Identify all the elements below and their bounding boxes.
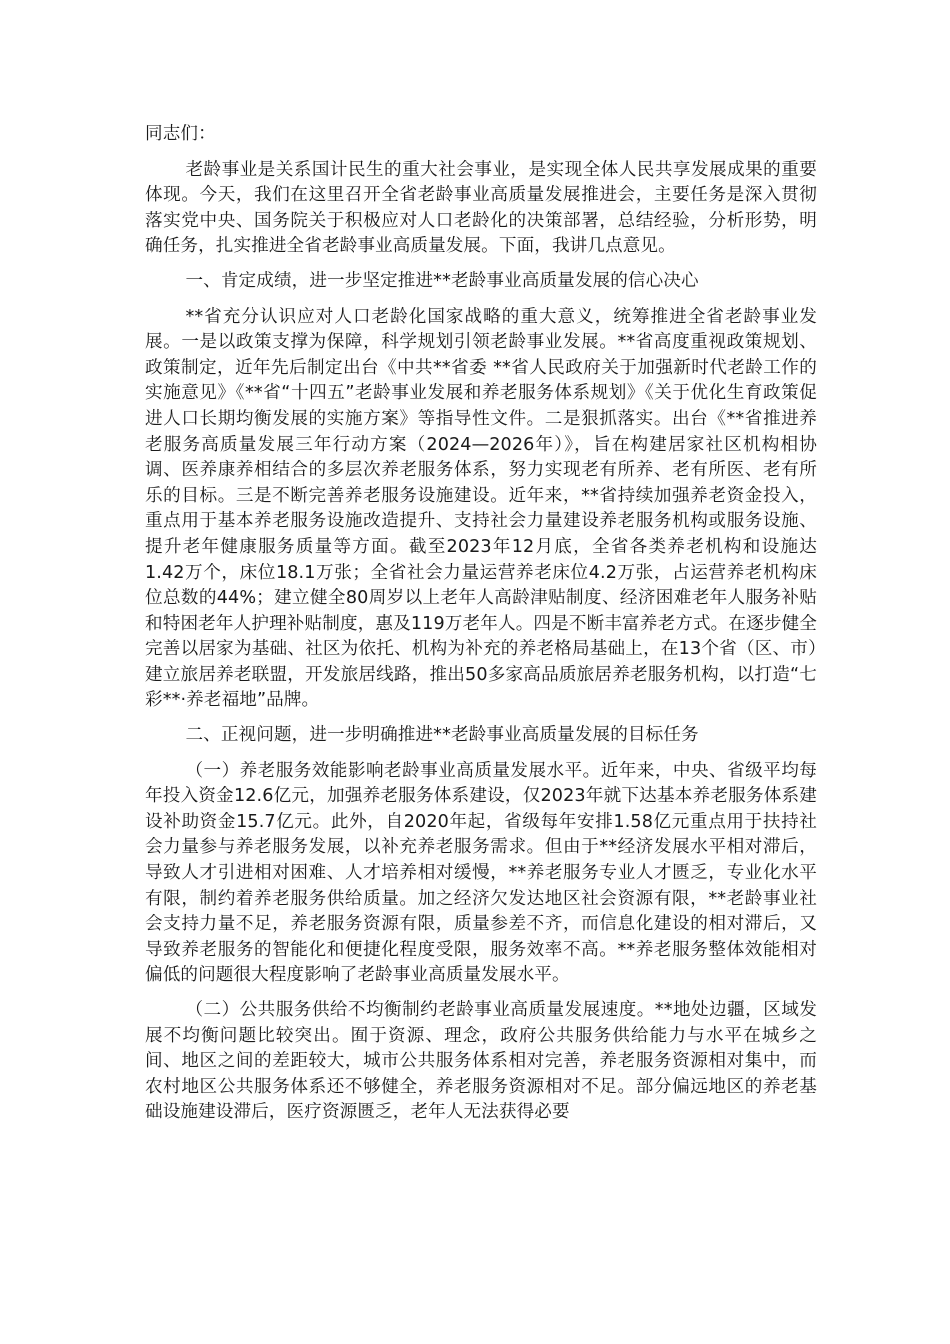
- section-2-heading: 二、正视问题，进一步明确推进**老龄事业高质量发展的目标任务: [185, 725, 699, 746]
- section-1-heading: 一、肯定成绩，进一步坚定推进**老龄事业高质量发展的信心决心: [185, 270, 699, 291]
- section-2-item-2-paragraph: （二）公共服务供给不均衡制约老龄事业高质量发展速度。**地处边疆，区域发展不均衡问题比较突出。囿于资源、理念，政府公共服务供给能力与水平在城乡之间、地区之间的差距较大，城市公共服务体系相对完善，养老服务资源相对集中，而农村地区公共服务体系还不够健全，养老服务资源相对不足。部分偏远地区的养老基础设施建设滞后，医疗资源匮乏，老年人无法获得必要: [145, 1000, 817, 1123]
- document-page: [145, 122, 817, 1135]
- section-1-paragraph: **省充分认识应对人口老龄化国家战略的重大意义，统筹推进全省老龄事业发展。一是以政策支撑为保障，科学规划引领老龄事业发展。**省高度重视政策规划、政策制定，近年先后制定出台《中共**省委 **省人民政府关于加强新时代老龄工作的实施意见》《**省“十四五”老龄事业发展和养老服务体系规划》《关于优化生育政策促进人口长期均衡发展的实施方案》等指导性文件。二是狠抓落实。出台《**省推进养老服务高质量发展三年行动方案（2024—2026年）》，旨在构建居家社区机构相协调、医养康养相结合的多层次养老服务体系，努力实现老有所养、老有所医、老有所乐的目标。三是不断完善养老服务设施建设。近年来，**省持续加强养老资金投入，重点用于基本养老服务设施改造提升、支持社会力量建设养老服务机构或服务设施、提升老年健康服务质量等方面。截至2023年12月底，全省各类养老机构和设施达1.42万个，床位18.1万张；全省社会力量运营养老床位4.2万张，占运营养老机构床位总数的44%；建立健全80周岁以上老年人高龄津贴制度、经济困难老年人服务补贴和特困老年人护理补贴制度，惠及119万老年人。四是不断丰富养老方式。在逐步健全完善以居家为基础、社区为依托、机构为补充的养老格局基础上，在13个省（区、市）建立旅居养老联盟，开发旅居线路，推出50多家高品质旅居养老服务机构，以打造“七彩**·养老福地”品牌。: [145, 306, 817, 711]
- section-2-item-1-paragraph: （一）养老服务效能影响老龄事业高质量发展水平。近年来，中央、省级平均每年投入资金12.6亿元，加强养老服务体系建设，仅2023年就下达基本养老服务体系建设补助资金15.7亿元。此外，自2020年起，省级每年安排1.58亿元重点用于扶持社会力量参与养老服务发展，以补充养老服务需求。但由于**经济发展水平相对滞后，导致人才引进相对困难、人才培养相对缓慢，**养老服务专业人才匮乏，专业化水平有限，制约着养老服务供给质量。加之经济欠发达地区社会资源有限，**老龄事业社会支持力量不足，养老服务资源有限，质量参差不齐，而信息化建设的相对滞后，又导致养老服务的智能化和便捷化程度受限，服务效率不高。**养老服务整体效能相对偏低的问题很大程度影响了老龄事业高质量发展水平。: [145, 760, 817, 986]
- intro-paragraph: 老龄事业是关系国计民生的重大社会事业，是实现全体人民共享发展成果的重要体现。今天，我们在这里召开全省老龄事业高质量发展推进会，主要任务是深入贯彻落实党中央、国务院关于积极应对人口老龄化的决策部署，总结经验，分析形势，明确任务，扎实推进全省老龄事业高质量发展。下面，我讲几点意见。: [145, 159, 817, 257]
- salutation: 同志们：: [145, 124, 216, 144]
